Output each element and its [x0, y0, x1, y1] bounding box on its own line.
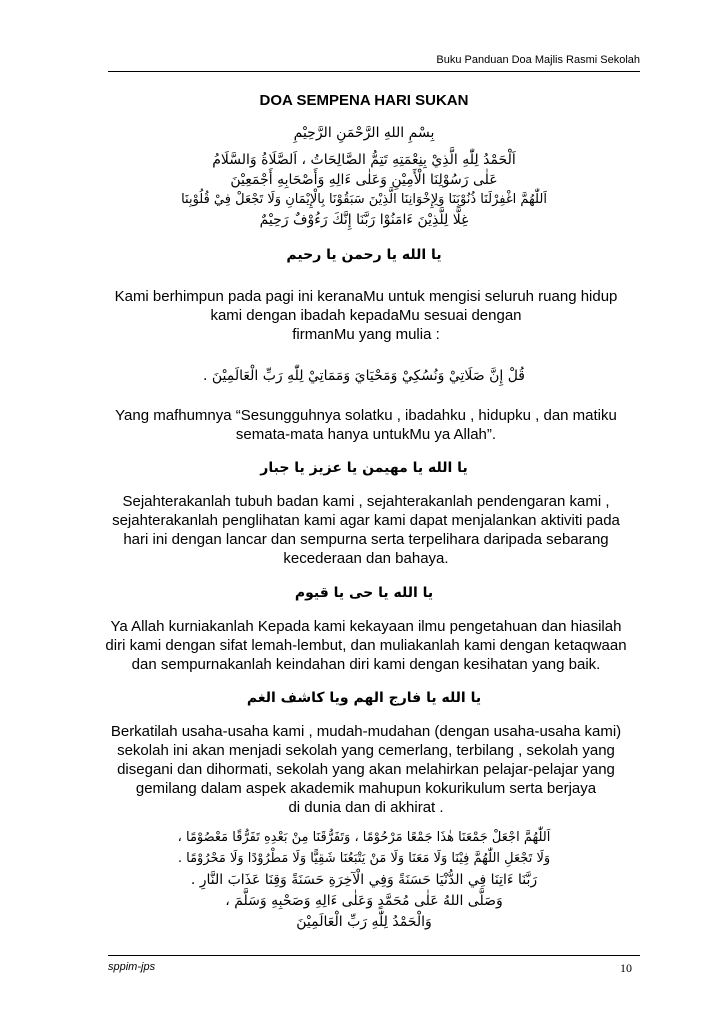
paragraph-3-line-3: hari ini dengan lancar dan sempurna serta terpelihara daripada sebarang [123, 531, 609, 548]
opening-arabic-line-3: اَللّٰهُمَّ اغْفِرْلَنَا ذُنُوْبَنَا وَلِإِخْوَانِنَا الَّذِيْنَ سَبَقُوْنَا بِالْإِيْمَانِ وَلَا تَجْعَلْ فِيْ قُلُوْبِنَا [181, 192, 547, 207]
paragraph-1-line-3: firmanMu yang mulia : [292, 326, 440, 343]
footer-divider [108, 955, 640, 956]
footer-label: sppim-jps [108, 961, 156, 973]
paragraph-2-line-1: Yang mafhumnya “Sesungguhnya solatku , ibadahku , hidupku , dan matiku [115, 407, 617, 424]
running-header: Buku Panduan Doa Majlis Rasmi Sekolah [436, 54, 640, 66]
page-title: DOA SEMPENA HARI SUKAN [259, 92, 469, 109]
paragraph-3-line-2: sejahterakanlah penglihatan kami agar kami dapat menjalankan aktiviti pada [112, 512, 620, 529]
paragraph-3-line-1: Sejahterakanlah tubuh badan kami , sejahterakanlah pendengaran kami , [122, 493, 610, 510]
paragraph-3-line-4: kecederaan dan bahaya. [283, 550, 449, 567]
paragraph-4-line-2: diri kami dengan sifat lemah-lembut, dan muliakanlah kami dengan ketaqwaan [105, 637, 627, 654]
basmala: بِسْمِ اللهِ الرَّحْمَنِ الرَّحِيْمِ [293, 125, 435, 141]
paragraph-4-line-3: dan sempurnakanlah keindahan diri kami dengan kesihatan yang baik. [131, 656, 601, 673]
invocation-1: يا الله يا رحمن يا رحيم [286, 247, 442, 263]
opening-arabic-line-4: غِلًّا لِلَّذِيْنَ ءَامَنُوْا رَبَّنَا إِنَّكَ رَءُوْفٌ رَحِيْمٌ [259, 212, 469, 228]
paragraph-2-line-2: semata-mata hanya untukMu ya Allah”. [235, 426, 497, 443]
quran-verse: قُلْ إِنَّ صَلَاتِيْ وَنُسُكِيْ وَمَحْيَايَ وَمَمَاتِيْ لِلّٰهِ رَبِّ الْعَالَمِيْنَ . [202, 368, 525, 384]
header-divider [108, 71, 640, 72]
invocation-3: يا الله يا حى يا قيوم [294, 585, 434, 601]
closing-arabic-line-2: وَلَا تَجْعَلِ اللّٰهُمَّ فِيْنَا وَلَا مَعَنَا وَلَا مَنْ يَتْبَعُنَا شَقِيًّا وَلَا مَطْرُوْدًا وَلَا مَحْرُوْمًا . [177, 851, 551, 866]
paragraph-5-line-2: sekolah ini akan menjadi sekolah yang cemerlang, terbilang , sekolah yang [117, 742, 615, 759]
paragraph-1-line-1: Kami berhimpun pada pagi ini keranaMu untuk mengisi seluruh ruang hidup [114, 288, 618, 305]
invocation-4: يا الله يا فارج الهم ويا كاشف الغم [246, 690, 482, 706]
opening-arabic-line-2: عَلٰى رَسُوْلِنَا الْأَمِيْنِ وَعَلٰى ءَالِهِ وَأَصْحَابِهِ أَجْمَعِيْنَ [230, 172, 498, 188]
paragraph-5-line-1: Berkatilah usaha-usaha kami , mudah-mudahan (dengan usaha-usaha kami) [110, 723, 622, 740]
paragraph-1-line-2: kami dengan ibadah kepadaMu sesuai dengan [210, 307, 522, 324]
paragraph-5-line-5: di dunia dan di akhirat . [288, 799, 444, 816]
closing-arabic-line-4: وَصَلَّى اللهُ عَلٰى مُحَمَّدٍ وَعَلٰى ءَالِهِ وَصَحْبِهِ وَسَلَّمَ ، [225, 893, 503, 909]
paragraph-5-line-3: disegani dan dihormati, sekolah yang akan melahirkan pelajar-pelajar yang [117, 761, 615, 778]
closing-arabic-line-1: اَللّٰهُمَّ اجْعَلْ جَمْعَنَا هٰذَا جَمْعًا مَرْحُوْمًا ، وَتَفَرُّقَنَا مِنْ بَعْدِهِ تَفَرُّقًا مَعْصُوْمًا ، [177, 830, 551, 845]
paragraph-5-line-4: gemilang dalam aspek akademik mahupun kokurikulum serta berjaya [135, 780, 597, 797]
paragraph-4-line-1: Ya Allah kurniakanlah Kepada kami kekayaan ilmu pengetahuan dan hiasilah [110, 618, 622, 635]
closing-arabic-line-5: وَالْحَمْدُ لِلّٰهِ رَبِّ الْعَالَمِيْنَ [296, 914, 432, 930]
opening-arabic-line-1: اَلْحَمْدُ لِلّٰهِ الَّذِيْ بِنِعْمَتِهِ تَتِمُّ الصَّالِحَاتُ ، اَلصَّلَاةُ وَالسَّلَامُ [212, 152, 516, 168]
invocation-2: يا الله يا مهيمن يا عزيز يا جبار [260, 460, 468, 476]
page-number: 10 [620, 961, 632, 975]
closing-arabic-line-3: رَبَّنَا ءَاتِنَا فِي الدُّنْيَا حَسَنَةً وَفِي الْآخِرَةِ حَسَنَةً وَقِنَا عَذَابَ النَّارِ . [190, 872, 538, 888]
